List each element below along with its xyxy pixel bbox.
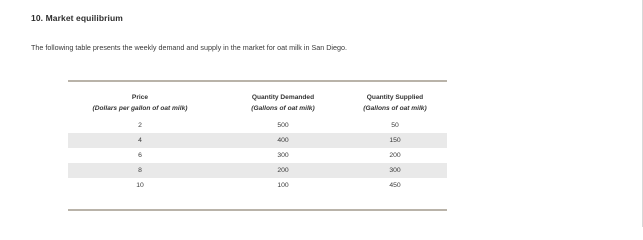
quantity-demanded-cell: 500 [277, 122, 289, 129]
price-cell: 4 [138, 137, 142, 144]
price-cell: 6 [138, 152, 142, 159]
header-qs-unit: (Gallons of oat milk) [363, 105, 427, 112]
question-heading: 10. Market equilibrium [31, 13, 123, 23]
header-qs-label: Quantity Supplied [366, 94, 424, 101]
table-row [68, 148, 447, 163]
quantity-demanded-cell: 300 [277, 152, 289, 159]
table-body [68, 118, 447, 193]
quantity-demanded-cell: 100 [277, 182, 289, 189]
quantity-demanded-cell: 200 [277, 167, 289, 174]
price-cell: 2 [138, 122, 142, 129]
table-bottom-rule [68, 209, 447, 211]
quantity-supplied-cell: 450 [389, 182, 401, 189]
table-row [68, 133, 447, 148]
header-quantity-supplied [340, 92, 450, 114]
question-intro: The following table presents the weekly demand and supply in the market for oat milk in San Diego. [31, 43, 348, 52]
quantity-supplied-cell: 150 [389, 137, 401, 144]
header-quantity-demanded [228, 92, 338, 114]
quantity-supplied-cell: 200 [389, 152, 401, 159]
header-qd-unit: (Gallons of oat milk) [251, 105, 315, 112]
header-price-label: Price [131, 94, 149, 101]
quantity-demanded-cell: 400 [277, 137, 289, 144]
price-cell: 8 [138, 167, 142, 174]
header-price-unit: (Dollars per gallon of oat milk) [92, 105, 188, 112]
quantity-supplied-cell: 300 [389, 167, 401, 174]
price-cell: 10 [136, 182, 144, 189]
quantity-supplied-cell: 50 [391, 122, 399, 129]
table-row [68, 163, 447, 178]
table-row [68, 178, 447, 193]
header-price [68, 92, 212, 114]
header-qd-label: Quantity Demanded [251, 94, 315, 101]
table-row [68, 118, 447, 133]
table-top-rule [68, 80, 447, 82]
